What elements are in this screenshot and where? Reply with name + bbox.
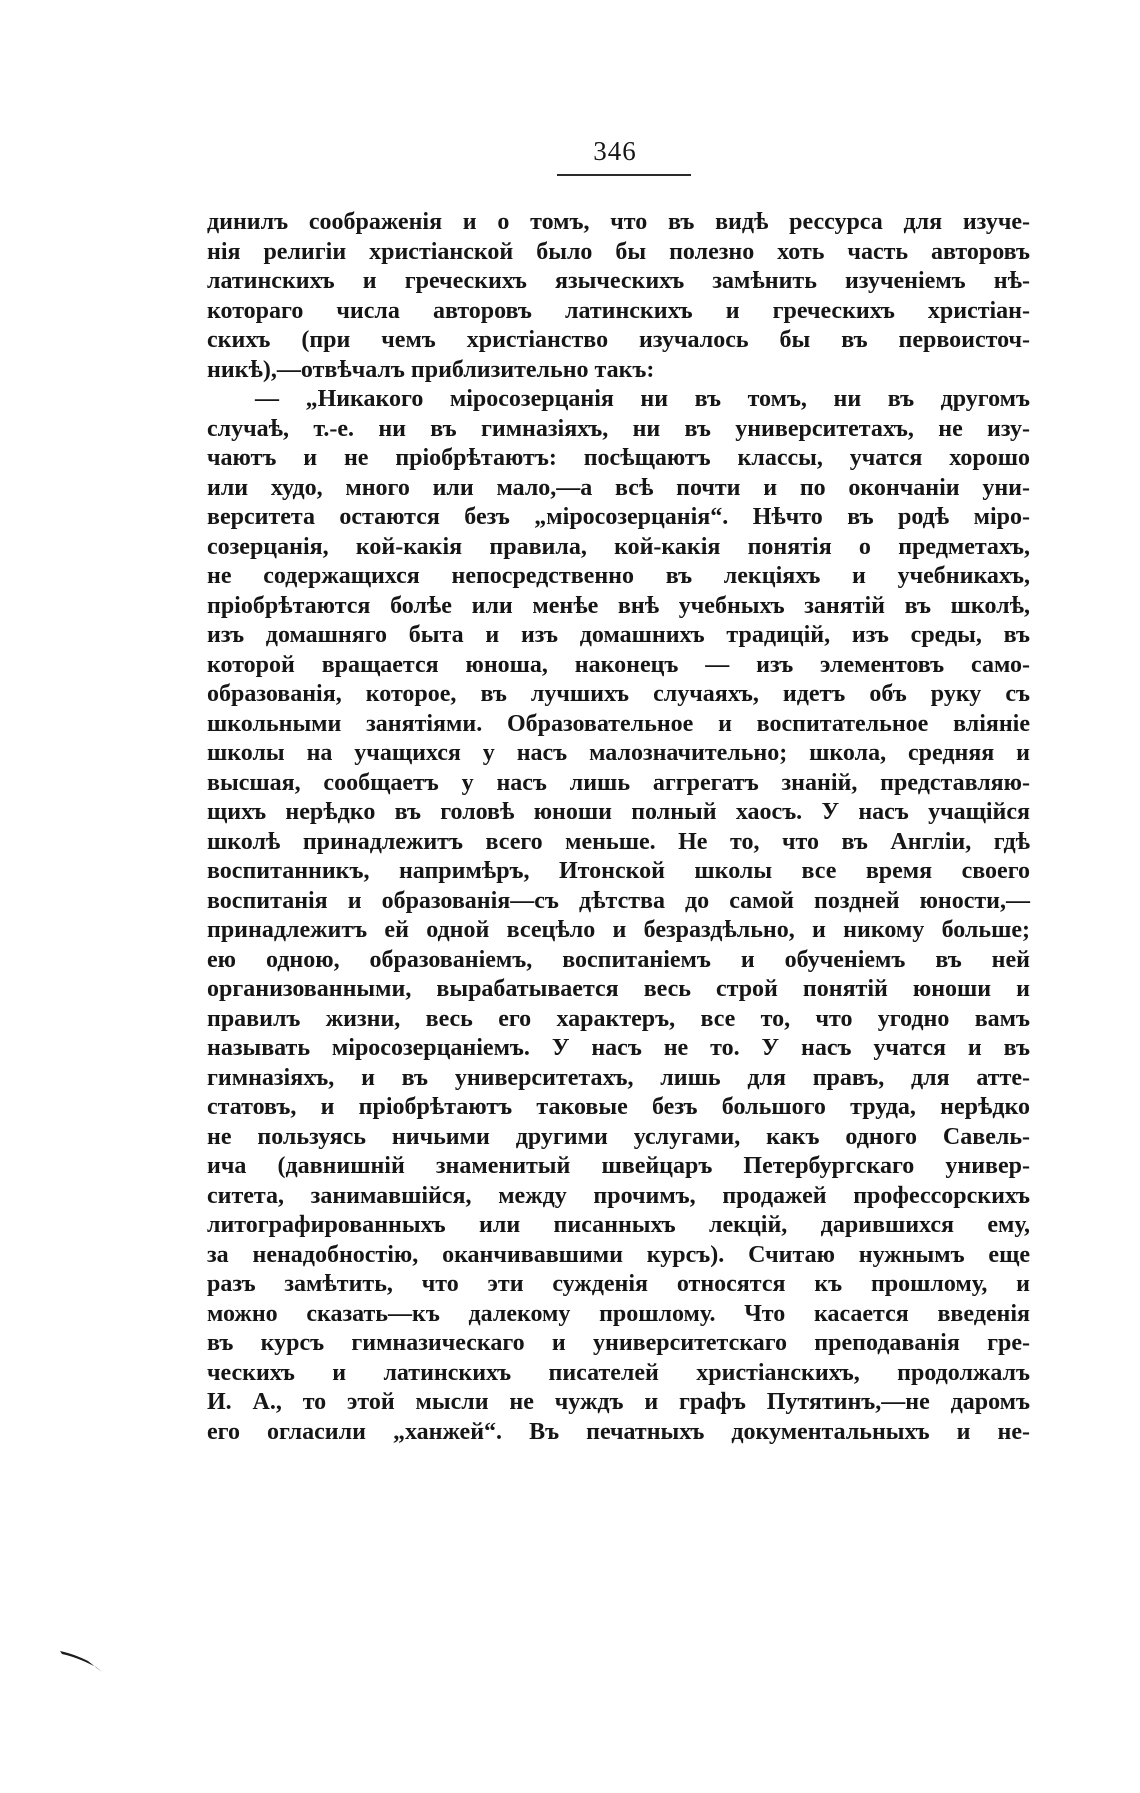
text-line: чаютъ и не пріобрѣтаютъ: посѣщаютъ классы, учатся хорошо [207,445,1030,471]
text-line: случаѣ, т.-е. ни въ гимназіяхъ, ни въ университетахъ, не изу- [207,415,1030,442]
text-line: организованными, вырабатывается весь строй понятій юноши и [207,976,1030,1002]
text-line: высшая, сообщаетъ у насъ лишь аггрегатъ знаній, представляю- [207,769,1030,796]
text-line: школьными занятіями. Образовательное и воспитательное вліяніе [207,710,1030,737]
text-line: латинскихъ и греческихъ языческихъ замѣнить изученіемъ нѣ- [207,268,1030,294]
text-line: въ курсъ гимназическаго и университетскаго преподаванія гре- [207,1330,1030,1356]
text-line: нія религіи христіанской было бы полезно хоть часть авторовъ [207,238,1030,265]
text-line: воспитанникъ, напримѣръ, Итонской школы все время своего [207,858,1030,884]
text-line: разъ замѣтить, что эти сужденія относятся къ прошлому, и [207,1271,1030,1297]
text-line: литографированныхъ или писанныхъ лекцій, дарившихся ему, [207,1212,1030,1238]
text-line: ситета, занимавшійся, между прочимъ, продажей профессорскихъ [207,1182,1030,1209]
text-line: созерцанія, кой-какія правила, кой-какія понятія о предметахъ, [207,533,1030,560]
paragraph-first-line: — „Никакого міросозерцанія ни въ томъ, ни въ другомъ [255,386,1030,412]
text-line: называть міросозерцаніемъ. У насъ не то. У насъ учатся и въ [207,1035,1030,1061]
text-line: статовъ, и пріобрѣтаютъ таковые безъ большого труда, нерѣдко [207,1094,1030,1120]
text-line: ческихъ и латинскихъ писателей христіанскихъ, продолжалъ [207,1359,1030,1386]
text-line: не пользуясь ничьими другими услугами, какъ одного Савель- [207,1123,1030,1150]
text-line: И. А., то этой мысли не чуждъ и графъ Путятинъ,—не даромъ [207,1389,1030,1415]
text-line: правилъ жизни, весь его характеръ, все то, что угодно вамъ [207,1005,1030,1032]
text-line: его огласили „ханжей“. Въ печатныхъ документальныхъ и не- [207,1418,1030,1445]
text-line: не содержащихся непосредственно въ лекціяхъ и учебникахъ, [207,563,1030,589]
text-line: гимназіяхъ, и въ университетахъ, лишь для правъ, для атте- [207,1064,1030,1091]
ink-mark-icon [58,1645,108,1675]
text-line: за ненадобностію, оканчивавшими курсъ). Считаю нужнымъ еще [207,1241,1030,1268]
text-line: верситета остаются безъ „міросозерцанія“. Нѣчто въ родѣ міро- [207,504,1030,530]
text-line: пріобрѣтаются болѣе или менѣе внѣ учебныхъ занятій въ школѣ, [207,592,1030,619]
text-line: динилъ соображенія и о томъ, что въ видѣ рессурса для изуче- [207,209,1030,235]
body-text [207,208,1030,1447]
text-line: образованія, которое, въ лучшихъ случаяхъ, идетъ объ руку съ [207,681,1030,707]
text-line: воспитанія и образованія—съ дѣтства до самой поздней юности,— [207,887,1030,914]
text-line: школѣ принадлежитъ всего меньше. Не то, что въ Англіи, гдѣ [207,828,1030,855]
text-line: изъ домашняго быта и изъ домашнихъ традицій, изъ среды, въ [207,622,1030,648]
text-line: скихъ (при чемъ христіанство изучалось бы въ первоисточ- [207,327,1030,353]
text-line: ею одною, образованіемъ, воспитаніемъ и обученіемъ въ ней [207,946,1030,973]
text-line: школы на учащихся у насъ малозначительно; школа, средняя и [207,740,1030,766]
text-line: ича (давнишній знаменитый швейцаръ Петербургскаго универ- [207,1153,1030,1179]
text-line: которой вращается юноша, наконецъ — изъ элементовъ само- [207,651,1030,678]
text-line: принадлежитъ ей одной всецѣло и безраздѣльно, и никому больше; [207,917,1030,943]
text-line: никѣ),—отвѣчалъ приблизительно такъ: [207,356,655,383]
text-line: можно сказать—къ далекому прошлому. Что касается введенія [207,1300,1030,1327]
header-rule [557,174,691,176]
text-line: котораго числа авторовъ латинскихъ и греческихъ христіан- [207,297,1030,324]
text-line: щихъ нерѣдко въ головѣ юноши полный хаосъ. У насъ учащійся [207,799,1030,825]
page-number: 346 [593,136,637,166]
text-line: или худо, много или мало,—а всѣ почти и по окончаніи уни- [207,474,1030,501]
